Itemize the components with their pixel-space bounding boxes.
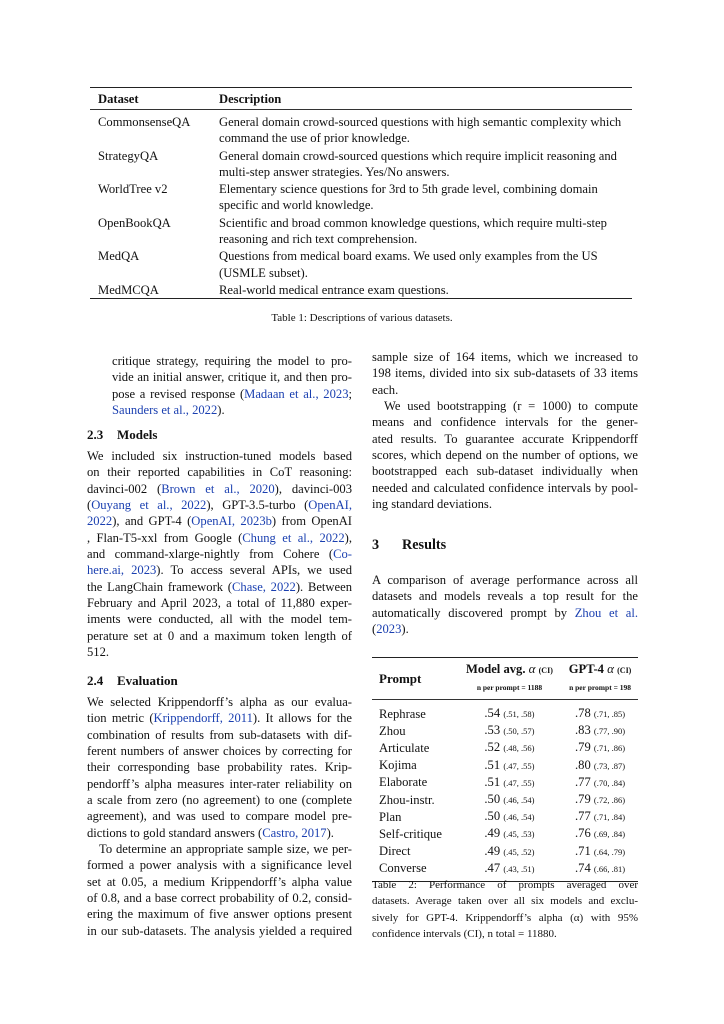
text-segment: the LangChain framework (	[87, 579, 232, 594]
text-segment: To determine an appropriate sample size, we per-	[99, 842, 352, 856]
text-line	[372, 414, 638, 430]
text-segment: ferent numbers of answer choices by correcting for	[87, 744, 352, 759]
gpt4-value: .74	[575, 860, 591, 875]
gpt4-ci: (.71, .86)	[593, 743, 626, 754]
text-line	[87, 808, 352, 824]
text-line	[372, 621, 638, 637]
description-line: Questions from medical board exams. We used only examples from the US	[219, 249, 598, 264]
caption-line: Table 2: Performance of prompts averaged over	[372, 879, 638, 891]
text-segment: ;	[348, 386, 352, 401]
table-1-datasets	[90, 87, 632, 299]
dataset-description	[211, 110, 632, 147]
text-line	[87, 644, 352, 660]
text-segment: ). Between	[295, 579, 352, 594]
paragraph-results	[372, 572, 638, 637]
description-line: (USMLE subset).	[219, 265, 308, 280]
table-row	[372, 739, 638, 756]
gpt4-ci: (.77, .90)	[593, 726, 626, 737]
prompt-name: Rephrase	[379, 706, 426, 721]
prompt-name: Zhou-instr.	[379, 792, 435, 807]
text-line	[372, 588, 638, 604]
paragraph-sample-size-cont	[372, 349, 638, 398]
model-avg-cell	[457, 791, 562, 808]
paragraph-models	[87, 448, 352, 660]
table-row	[372, 757, 638, 774]
text-line	[372, 480, 638, 496]
model-avg-value: .51	[484, 757, 501, 772]
ci-label: (CI)	[538, 666, 553, 675]
paragraph-evaluation	[87, 694, 352, 841]
text-line	[112, 353, 352, 369]
text-line	[87, 481, 352, 497]
model-avg-cell	[457, 757, 562, 774]
text-segment: on their reported capabilities in CoT reasoning:	[87, 465, 352, 480]
gpt4-ci: (.71, .85)	[593, 709, 626, 719]
text-line	[87, 857, 352, 873]
text-segment: perature set at 0 and a maximum token length of	[87, 628, 352, 643]
text-segment: iments were conducted, all with the model tem-	[87, 612, 352, 627]
citation-link[interactable]: 2022	[87, 514, 113, 529]
text-segment: ). To access several APIs, we used	[156, 563, 352, 578]
paragraph-critique-strategy	[112, 353, 352, 418]
text-segment: tion metric (	[87, 711, 154, 726]
gpt4-value: .79	[575, 792, 591, 807]
section-number: 2.4	[87, 673, 104, 688]
model-avg-value: .49	[484, 826, 501, 841]
text-line	[87, 710, 352, 726]
text-segment: needed and calculated confidence intervals by pool-	[372, 480, 638, 495]
model-avg-ci: (.50, .57)	[503, 726, 535, 737]
table-row	[90, 110, 632, 147]
text-line	[372, 447, 638, 463]
text-segment: ), GPT-3.5-turbo (	[206, 498, 309, 513]
dataset-name: OpenBookQA	[98, 215, 171, 230]
caption-line: datasets. Average taken over all six models and exclu-	[372, 895, 638, 908]
text-line	[372, 572, 638, 588]
text-segment: scores, which depend on the number of options, we	[372, 448, 638, 463]
text-segment: davinci-002 (	[87, 481, 162, 496]
text-line	[372, 463, 638, 479]
model-avg-value: .53	[484, 723, 501, 738]
gpt4-cell	[562, 700, 638, 723]
prompt-name: Elaborate	[379, 775, 428, 790]
model-avg-ci: (.47, .55)	[503, 760, 535, 771]
text-line	[372, 382, 638, 398]
gpt4-cell	[562, 808, 638, 825]
text-line	[87, 759, 352, 775]
model-avg-value: .54	[484, 706, 501, 720]
text-segment: (	[372, 622, 377, 637]
text-line	[372, 365, 638, 381]
prompt-name: Converse	[379, 861, 427, 876]
prompt-name: Self-critique	[379, 826, 442, 841]
text-segment: datasets and models reveals a top result for the	[372, 589, 638, 604]
gpt4-ci: (.72, .86)	[593, 795, 626, 806]
citation-link[interactable]: OpenAI,	[308, 498, 352, 513]
alpha-symbol: α	[528, 661, 536, 676]
text-segment: 512.	[87, 645, 110, 660]
table-2-prompt-performance	[372, 657, 638, 882]
table-row	[372, 808, 638, 825]
text-segment: A comparison of average performance across all	[372, 573, 638, 587]
text-line	[87, 530, 352, 546]
caption-line: confidence intervals (CI), n total = 11880.	[372, 928, 557, 941]
text-segment: ).	[401, 622, 409, 637]
text-segment: each.	[372, 382, 399, 397]
gpt4-cell	[562, 757, 638, 774]
description-line: multi-step answer strategies. Yes/No answers.	[219, 164, 450, 179]
gpt4-ci: (.69, .84)	[593, 829, 626, 840]
text-segment: in our sub-datasets. The analysis yielded a required	[87, 923, 352, 938]
model-avg-ci: (.46, .54)	[503, 795, 535, 806]
text-segment: February and April 2023, a total of 11,880 exper-	[87, 596, 352, 611]
dataset-name: WorldTree v2	[98, 182, 168, 197]
gpt4-cell	[562, 843, 638, 860]
text-segment: agreement), and was used to compare model pre-	[87, 809, 352, 824]
model-avg-cell	[457, 843, 562, 860]
text-line	[87, 743, 352, 759]
model-avg-cell	[457, 808, 562, 825]
text-segment: pose a revised response (	[112, 386, 245, 401]
table-1-header-description: Description	[211, 88, 632, 110]
model-avg-ci: (.46, .54)	[503, 812, 535, 823]
text-line	[87, 776, 352, 792]
text-segment: We selected Krippendorff’s alpha as our evalua-	[87, 695, 352, 709]
header-title: GPT-4	[568, 662, 604, 676]
text-line	[372, 605, 638, 621]
description-line: General domain crowd-sourced questions with high semantic complexity which	[219, 115, 622, 129]
section-heading-results	[372, 537, 446, 554]
text-segment: and command-xlarge-nightly from Cohere (	[87, 547, 334, 562]
citation-link[interactable]: Saunders et al., 2022	[112, 403, 218, 418]
prompt-name: Articulate	[379, 740, 430, 755]
gpt4-value: .71	[575, 843, 591, 858]
prompt-name: Kojima	[379, 758, 417, 773]
table-row	[90, 281, 632, 299]
section-number: 3	[372, 537, 380, 553]
text-segment: We used bootstrapping (r = 1000) to compute	[384, 399, 638, 413]
text-line	[372, 431, 638, 447]
text-segment: combination of results from sub-datasets with dif-	[87, 727, 352, 742]
model-avg-ci: (.45, .53)	[503, 829, 535, 840]
description-line: General domain crowd-sourced questions which require implicit reasoning and	[219, 148, 617, 163]
citation-link[interactable]: Ouyang et al., 2022	[91, 498, 207, 513]
text-segment: sample size of 164 items, which we increased to	[372, 350, 638, 364]
text-line	[87, 825, 352, 841]
text-segment: ing standard deviations.	[372, 497, 492, 512]
text-line	[87, 611, 352, 627]
text-segment: ). It allows for the	[252, 711, 352, 726]
table-row	[90, 180, 632, 214]
model-avg-ci: (.45, .52)	[503, 846, 535, 857]
text-segment: ), davinci-003	[274, 481, 352, 496]
text-line	[87, 841, 352, 857]
gpt4-value: .78	[575, 706, 591, 720]
gpt4-value: .77	[575, 809, 591, 824]
paragraph-sample-size	[87, 841, 352, 939]
text-line	[87, 513, 352, 529]
text-segment: of 0.8, and a base correct probability of 0.2, consid-	[87, 891, 352, 906]
text-line	[87, 595, 352, 611]
dataset-description	[211, 281, 632, 299]
text-segment: ated results. To guarantee accurate Krippendorff	[372, 431, 638, 446]
prompt-name: Plan	[379, 809, 402, 824]
header-subtitle: n per prompt = 1188	[476, 683, 543, 692]
text-segment: ).	[217, 403, 225, 418]
table-2-header-prompt: Prompt	[372, 658, 457, 700]
table-1-header-dataset: Dataset	[90, 88, 211, 110]
text-segment: automatically discovered prompt by	[372, 605, 575, 620]
gpt4-value: .77	[575, 774, 591, 789]
prompt-name: Direct	[379, 844, 411, 859]
header-subtitle: n per prompt = 198	[569, 683, 631, 692]
model-avg-value: .50	[484, 809, 501, 824]
model-avg-ci: (.51, .58)	[503, 709, 535, 719]
table-row	[90, 247, 632, 281]
dataset-name: StrategyQA	[98, 148, 159, 163]
description-line: specific and world knowledge.	[219, 198, 374, 213]
text-line	[372, 398, 638, 414]
section-title: Models	[117, 427, 158, 442]
text-line	[372, 349, 638, 365]
section-number: 2.3	[87, 427, 104, 442]
text-line	[112, 386, 352, 402]
text-line	[112, 369, 352, 385]
table-row	[90, 214, 632, 248]
dataset-name: CommonsenseQA	[98, 115, 191, 129]
dataset-description	[211, 214, 632, 248]
dataset-name: MedQA	[98, 249, 140, 264]
text-segment: a scale from zero (no agreement) to one (complete	[87, 793, 352, 808]
description-line: reasoning and rich text comprehension.	[219, 232, 418, 247]
text-segment: , Flan-T5-xxl from Google (	[87, 530, 243, 545]
text-line	[87, 727, 352, 743]
text-segment: We included six instruction-tuned models based	[87, 449, 352, 463]
table-2-header-gpt4	[562, 658, 638, 700]
citation-link[interactable]: 2023	[376, 622, 402, 637]
prompt-name: Zhou	[379, 723, 406, 738]
text-line	[87, 874, 352, 890]
text-segment: dictions to gold standard answers (	[87, 825, 263, 840]
text-segment: vide an initial answer, critique it, and then pro-	[112, 370, 352, 385]
text-line	[87, 628, 352, 644]
citation-link[interactable]: Madaan et al., 2023	[244, 386, 349, 401]
citation-link[interactable]: Chase, 2022	[232, 579, 296, 594]
dataset-name: MedMCQA	[98, 282, 159, 297]
text-segment: set at 0.05, a medium Krippendorff’s alpha value	[87, 874, 352, 889]
table-row	[372, 774, 638, 791]
section-title: Evaluation	[117, 673, 178, 688]
gpt4-ci: (.73, .87)	[593, 760, 626, 771]
dataset-description	[211, 180, 632, 214]
model-avg-cell	[457, 825, 562, 842]
text-line	[87, 792, 352, 808]
model-avg-value: .50	[484, 792, 501, 807]
model-avg-ci: (.43, .51)	[503, 863, 535, 874]
text-segment: formed a power analysis with a significance level	[87, 858, 352, 873]
table-row	[372, 843, 638, 860]
text-line	[87, 890, 352, 906]
gpt4-ci: (.70, .84)	[593, 777, 626, 788]
description-line: Scientific and broad common knowledge questions, which require multi-step	[219, 215, 607, 230]
text-line	[87, 923, 352, 939]
model-avg-cell	[457, 722, 562, 739]
text-segment: critique strategy, requiring the model to pro-	[112, 354, 352, 368]
section-heading-models	[87, 427, 157, 443]
citation-link[interactable]: Co-	[333, 547, 352, 562]
model-avg-value: .51	[484, 774, 501, 789]
text-segment: ering the maximum of five answer options present	[87, 907, 352, 922]
gpt4-cell	[562, 722, 638, 739]
dataset-description	[211, 247, 632, 281]
text-line	[112, 402, 352, 418]
citation-link[interactable]: Castro, 2017	[262, 825, 327, 840]
text-segment: pendorff’s alpha measures inter-rater reliability on	[87, 776, 352, 791]
citation-link[interactable]: here.ai, 2023	[87, 563, 157, 578]
text-line	[87, 464, 352, 480]
section-title: Results	[402, 537, 447, 553]
text-line	[87, 562, 352, 578]
table-row	[372, 700, 638, 723]
table-row	[372, 722, 638, 739]
description-line: Elementary science questions for 3rd to 5th grade level, combining domain	[219, 182, 598, 197]
text-segment: ),	[344, 530, 352, 545]
caption-line: sively for GPT-4. Krippendorff’s alpha (α) with 95%	[372, 911, 638, 924]
gpt4-cell	[562, 791, 638, 808]
text-line	[87, 579, 352, 595]
gpt4-cell	[562, 825, 638, 842]
paragraph-bootstrapping	[372, 398, 638, 512]
model-avg-cell	[457, 774, 562, 791]
text-line	[87, 448, 352, 464]
dataset-description	[211, 147, 632, 181]
description-line: Real-world medical entrance exam questions.	[219, 282, 449, 297]
citation-link[interactable]: OpenAI, 2023b	[191, 514, 272, 529]
table-row	[90, 147, 632, 181]
alpha-symbol: α	[607, 661, 614, 676]
text-line	[87, 546, 352, 562]
text-line	[87, 694, 352, 710]
text-segment: (	[87, 498, 92, 513]
text-line	[372, 496, 638, 512]
text-line	[87, 497, 352, 513]
gpt4-value: .83	[575, 723, 591, 738]
citation-link[interactable]: Zhou et al.	[574, 605, 638, 620]
table-2-caption	[372, 878, 638, 943]
text-segment: ), and GPT-4 (	[112, 514, 192, 529]
ci-label: (CI)	[617, 666, 632, 675]
text-segment: means and confidence intervals for the gener-	[372, 415, 638, 430]
model-avg-cell	[457, 739, 562, 756]
table-row	[372, 791, 638, 808]
gpt4-value: .76	[575, 826, 591, 841]
citation-link[interactable]: Krippendorff, 2011	[153, 711, 253, 726]
gpt4-ci: (.66, .81)	[593, 863, 626, 874]
text-line	[87, 906, 352, 922]
text-segment: ).	[326, 825, 334, 840]
model-avg-value: .52	[484, 740, 501, 755]
gpt4-cell	[562, 774, 638, 791]
model-avg-cell	[457, 700, 562, 723]
model-avg-ci: (.48, .56)	[503, 743, 535, 754]
citation-link[interactable]: Brown et al., 2020	[161, 481, 275, 496]
text-segment: bootstrapped each sub-dataset individually when	[372, 464, 638, 479]
model-avg-ci: (.47, .55)	[503, 777, 535, 788]
model-avg-value: .47	[484, 860, 501, 875]
section-heading-evaluation	[87, 673, 178, 689]
gpt4-value: .79	[575, 740, 591, 755]
table-1-caption: Table 1: Descriptions of various datasets.	[271, 312, 453, 324]
text-segment: ) from OpenAI	[271, 514, 352, 529]
table-2-header-model-avg	[457, 658, 562, 700]
gpt4-ci: (.71, .84)	[593, 812, 626, 823]
text-segment: 198 items, divided into six sub-datasets of 33 items	[372, 366, 638, 381]
text-segment: their corresponding base probability rates. Krip-	[87, 760, 352, 775]
model-avg-value: .49	[484, 843, 501, 858]
description-line: command the use of prior knowledge.	[219, 131, 410, 146]
gpt4-ci: (.64, .79)	[593, 846, 626, 857]
header-title: Model avg.	[466, 662, 526, 676]
table-row	[372, 825, 638, 842]
gpt4-value: .80	[575, 757, 591, 772]
gpt4-cell	[562, 739, 638, 756]
citation-link[interactable]: Chung et al., 2022	[242, 530, 345, 545]
